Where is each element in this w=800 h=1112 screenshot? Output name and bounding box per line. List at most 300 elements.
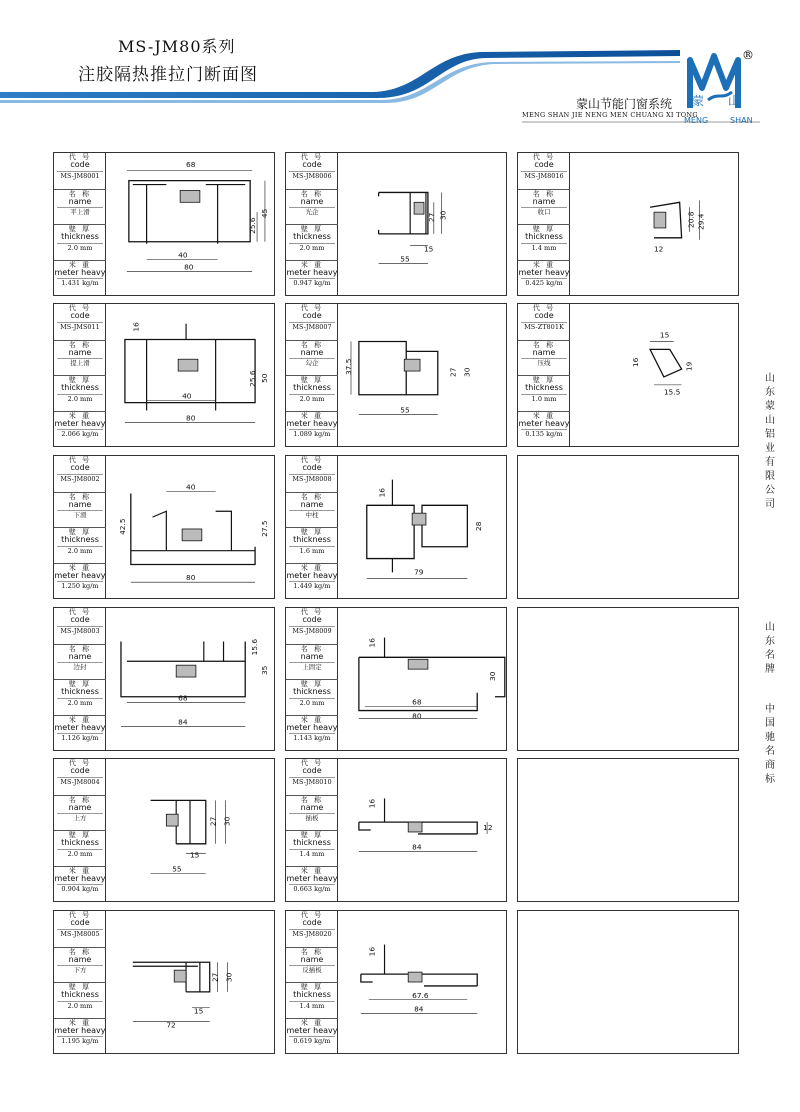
thickness-value: 2.0 mm [299, 698, 325, 707]
profile-section-diagram [338, 153, 506, 295]
side-char: 牌 [765, 664, 775, 675]
logo-text-meng: MENG [684, 116, 709, 125]
dim-label: 15 [659, 330, 670, 340]
weight-label-en: meter heavy [286, 873, 338, 883]
code-block [286, 608, 338, 644]
series-title: MS-JM80系列 [118, 37, 236, 56]
code-label-en: code [70, 311, 90, 321]
dim-label: 84 [178, 717, 188, 727]
profile-info [54, 911, 106, 1053]
thickness-label-cn: 壁 厚 [532, 225, 556, 233]
code-value: MS-JM8002 [60, 474, 100, 483]
dim-label: 40 [182, 391, 192, 401]
code-value: MS-JM8006 [292, 171, 332, 180]
code-value: MS-JM8005 [60, 929, 100, 938]
code-label-en: code [534, 160, 554, 170]
weight-value: 0.904 kg/m [61, 885, 99, 894]
dim-label: 35 [259, 665, 269, 676]
side-text-trademark [764, 703, 776, 787]
name-label-cn: 名 称 [68, 644, 92, 653]
weight-value: 0.663 kg/m [293, 885, 331, 894]
code-value: MS-JM8008 [292, 474, 332, 483]
side-text-company [764, 372, 776, 512]
name-label-cn: 名 称 [68, 947, 92, 956]
dim-label: 37.5 [344, 358, 353, 375]
side-char: 名 [765, 746, 775, 757]
code-block [54, 759, 106, 795]
profile-section-diagram [338, 759, 506, 901]
thickness-label-en: thickness [61, 383, 99, 393]
code-label-cn: 代 号 [300, 304, 324, 312]
name-label-cn: 名 称 [300, 340, 324, 349]
code-value: MS-JM8010 [292, 777, 332, 786]
profile-drawing [338, 153, 506, 295]
weight-value: 1.089 kg/m [293, 430, 331, 439]
thickness-label-en: thickness [61, 990, 99, 1000]
side-char: 蒙 [765, 401, 775, 412]
profile-info [286, 608, 338, 750]
side-char: 东 [765, 387, 775, 398]
weight-label-en: meter heavy [286, 722, 338, 732]
page-header [0, 0, 800, 140]
code-label-cn: 代 号 [300, 608, 324, 616]
profile-drawing [570, 153, 738, 295]
code-label-en: code [302, 918, 322, 928]
profile-cell [53, 455, 275, 599]
name-value: 上固定 [302, 663, 322, 672]
side-char: 有 [765, 457, 775, 468]
logo-text-shan: SHAN [730, 116, 753, 125]
dim-label: 68 [178, 693, 188, 703]
weight-block [286, 411, 338, 447]
code-value: MS-JM8020 [292, 929, 332, 938]
weight-label-en: meter heavy [54, 267, 106, 277]
profile-section-diagram [338, 608, 506, 750]
name-value: 插板 [305, 814, 319, 823]
thickness-label-cn: 壁 厚 [68, 680, 92, 688]
weight-label-cn: 米 重 [68, 411, 92, 420]
side-char: 业 [765, 443, 775, 454]
thickness-value: 1.4 mm [299, 849, 325, 858]
empty-cell [517, 758, 739, 902]
profile-cell [285, 910, 507, 1054]
name-label-cn: 名 称 [532, 340, 556, 349]
dim-label: 30 [222, 816, 232, 827]
profile-section-diagram [106, 608, 274, 750]
dim-label: 12 [483, 823, 493, 832]
name-value: 压线 [537, 359, 551, 368]
code-label-en: code [302, 463, 322, 473]
profile-drawing [338, 759, 506, 901]
weight-block [54, 1018, 106, 1054]
dim-label: 16 [367, 798, 377, 809]
weight-label-cn: 米 重 [300, 411, 324, 420]
dim-label: 84 [412, 842, 422, 852]
weight-block [54, 715, 106, 751]
code-label-en: code [302, 615, 322, 625]
dim-label: 55 [172, 864, 182, 874]
code-block [54, 911, 106, 947]
dim-label: 50 [259, 373, 269, 383]
dim-label: 80 [186, 413, 196, 423]
profile-cell [53, 910, 275, 1054]
weight-value: 1.449 kg/m [293, 582, 331, 591]
dim-label: 16 [367, 946, 377, 957]
code-value: MS-ZT801K [524, 322, 564, 331]
profile-info [286, 153, 338, 295]
thickness-block [54, 679, 106, 715]
code-block [54, 456, 106, 492]
thickness-value: 2.0 mm [67, 849, 93, 858]
profile-drawing [570, 304, 738, 446]
dim-label: 80 [184, 262, 194, 272]
empty-cell [517, 607, 739, 751]
dim-label: 68 [186, 159, 196, 169]
code-block [286, 153, 338, 189]
profile-cell [517, 152, 739, 296]
profile-cell [53, 607, 275, 751]
name-label-en: name [68, 802, 92, 812]
dim-label: 72 [166, 1020, 176, 1030]
dim-label: 12 [654, 244, 664, 254]
dim-label: 30 [487, 671, 497, 681]
side-char: 中 [765, 704, 775, 715]
code-value: MS-JM8004 [60, 777, 100, 786]
profile-section-diagram [106, 911, 274, 1053]
weight-value: 1.250 kg/m [61, 582, 99, 591]
dim-label: 42.5 [117, 518, 127, 535]
profile-drawing [338, 911, 506, 1053]
dim-label: 30 [438, 210, 448, 221]
side-text-brand [764, 621, 776, 677]
name-block [518, 340, 570, 376]
weight-label-en: meter heavy [54, 570, 106, 580]
name-block [286, 189, 338, 225]
dim-label: 80 [186, 573, 196, 583]
profile-drawing [338, 456, 506, 598]
profile-drawing [338, 608, 506, 750]
thickness-label-en: thickness [293, 838, 331, 848]
profile-section-diagram [338, 304, 506, 446]
profile-drawing [106, 456, 274, 598]
weight-value: 0.947 kg/m [293, 279, 331, 288]
weight-block [518, 260, 570, 296]
dim-label: 25.6 [248, 217, 258, 234]
side-char: 铝 [765, 429, 775, 440]
dim-label: 30 [224, 972, 234, 982]
code-label-en: code [70, 766, 90, 776]
dim-label: 67.6 [412, 990, 429, 1000]
thickness-label-cn: 壁 厚 [68, 983, 92, 991]
thickness-label-en: thickness [61, 838, 99, 848]
dim-label: 16 [377, 488, 387, 498]
code-block [518, 304, 570, 340]
name-block [286, 492, 338, 528]
name-block [54, 492, 106, 528]
name-block [54, 644, 106, 680]
code-block [286, 911, 338, 947]
name-block [54, 795, 106, 831]
profile-section-diagram [570, 304, 738, 446]
name-value: 下方 [73, 966, 87, 975]
page-title: 注胶隔热推拉门断面图 [78, 65, 258, 85]
name-value: 平上滑 [70, 208, 90, 217]
thickness-value: 1.4 mm [299, 1001, 325, 1010]
weight-label-en: meter heavy [286, 267, 338, 277]
side-char: 公 [765, 485, 775, 496]
name-block [286, 340, 338, 376]
profile-cell [285, 455, 507, 599]
name-value: 提上滑 [70, 359, 90, 368]
thickness-label-cn: 壁 厚 [300, 680, 324, 688]
side-char: 东 [765, 636, 775, 647]
code-value: MS-JM8016 [524, 171, 564, 180]
weight-label-en: meter heavy [54, 418, 106, 428]
profile-info [54, 304, 106, 446]
weight-label-cn: 米 重 [300, 715, 324, 724]
weight-label-cn: 米 重 [68, 866, 92, 875]
profile-cell [53, 758, 275, 902]
dim-label: 25.6 [248, 370, 258, 387]
code-value: MS-JM8003 [60, 626, 100, 635]
name-value: 下滑 [73, 511, 87, 520]
code-label-en: code [302, 766, 322, 776]
weight-label-en: meter heavy [286, 1025, 338, 1035]
weight-block [54, 563, 106, 599]
name-label-cn: 名 称 [300, 644, 324, 653]
weight-block [286, 715, 338, 751]
thickness-label-cn: 壁 厚 [68, 831, 92, 839]
code-label-cn: 代 号 [300, 456, 324, 464]
dim-label: 27 [210, 972, 220, 982]
name-block [54, 340, 106, 376]
profile-drawing [106, 759, 274, 901]
side-char: 司 [765, 499, 775, 510]
thickness-block [286, 830, 338, 866]
thickness-block [54, 830, 106, 866]
thickness-value: 1.0 mm [531, 394, 557, 403]
profile-cell [285, 607, 507, 751]
dim-label: 68 [412, 697, 422, 707]
thickness-label-en: thickness [61, 232, 99, 242]
weight-value: 1.195 kg/m [61, 1037, 99, 1046]
profile-info [54, 608, 106, 750]
dim-label: 19 [684, 361, 694, 372]
profile-info [518, 153, 570, 295]
profile-info [286, 456, 338, 598]
weight-label-cn: 米 重 [300, 260, 324, 269]
name-label-cn: 名 称 [68, 492, 92, 501]
company-name-en: MENG SHAN JIE NENG MEN CHUANG XI TONG [522, 111, 698, 119]
code-block [54, 153, 106, 189]
name-label-en: name [300, 651, 324, 661]
weight-label-cn: 米 重 [68, 715, 92, 724]
code-label-en: code [70, 463, 90, 473]
dim-label: 16 [631, 357, 641, 368]
profile-cell [285, 152, 507, 296]
dim-label: 27 [426, 212, 436, 223]
code-label-cn: 代 号 [532, 304, 556, 312]
thickness-label-cn: 壁 厚 [532, 376, 556, 384]
code-label-cn: 代 号 [68, 153, 92, 161]
code-label-cn: 代 号 [68, 759, 92, 767]
dim-label: 20.8 [686, 211, 696, 228]
weight-label-cn: 米 重 [300, 1018, 324, 1027]
dim-label: 80 [412, 711, 422, 721]
code-block [54, 608, 106, 644]
name-label-cn: 名 称 [68, 340, 92, 349]
code-label-cn: 代 号 [68, 608, 92, 616]
thickness-block [518, 375, 570, 411]
weight-label-cn: 米 重 [532, 411, 556, 420]
profile-info [286, 304, 338, 446]
profile-section-diagram [338, 456, 506, 598]
name-value: 反插板 [302, 966, 322, 975]
dim-label: 40 [178, 250, 188, 260]
code-label-en: code [70, 615, 90, 625]
dim-label: 27 [448, 367, 458, 377]
weight-value: 0.425 kg/m [525, 279, 563, 288]
weight-label-en: meter heavy [518, 267, 570, 277]
dim-label: 29.4 [696, 213, 706, 230]
thickness-label-cn: 壁 厚 [68, 376, 92, 384]
name-value: 上方 [73, 814, 87, 823]
thickness-block [286, 679, 338, 715]
code-label-cn: 代 号 [68, 304, 92, 312]
profile-section-diagram [106, 456, 274, 598]
name-block [286, 947, 338, 983]
side-char: 标 [765, 774, 775, 785]
code-label-en: code [302, 311, 322, 321]
dim-label: 30 [462, 367, 472, 377]
thickness-value: 2.0 mm [67, 698, 93, 707]
dim-label: 15 [190, 850, 200, 860]
dim-label: 40 [186, 482, 196, 492]
code-label-cn: 代 号 [300, 153, 324, 161]
thickness-value: 2.0 mm [67, 394, 93, 403]
code-value: MS-JM8007 [292, 322, 332, 331]
profile-drawing [106, 153, 274, 295]
weight-label-en: meter heavy [286, 418, 338, 428]
name-label-cn: 名 称 [532, 189, 556, 198]
dim-label: 79 [414, 567, 424, 577]
thickness-label-en: thickness [293, 535, 331, 545]
dim-label: 27 [208, 816, 218, 827]
profile-cell [517, 303, 739, 447]
dim-label: 45 [259, 208, 269, 219]
code-label-cn: 代 号 [68, 911, 92, 919]
profile-cell [53, 303, 275, 447]
code-value: MS-JM8009 [292, 626, 332, 635]
weight-value: 2.066 kg/m [61, 430, 99, 439]
thickness-label-en: thickness [293, 383, 331, 393]
name-block [286, 644, 338, 680]
code-label-cn: 代 号 [300, 911, 324, 919]
thickness-value: 2.0 mm [67, 1001, 93, 1010]
dim-label: 15.6 [250, 638, 260, 656]
code-value: MS-JM8001 [60, 171, 100, 180]
name-label-cn: 名 称 [300, 189, 324, 198]
thickness-value: 1.4 mm [531, 243, 557, 252]
profile-info [518, 304, 570, 446]
weight-label-cn: 米 重 [300, 563, 324, 572]
side-char: 驰 [765, 732, 775, 743]
weight-value: 1.143 kg/m [293, 734, 331, 743]
name-value: 边封 [73, 663, 87, 672]
dim-label: 15.5 [663, 387, 681, 397]
profile-drawing [106, 304, 274, 446]
profile-section-diagram [106, 153, 274, 295]
code-block [518, 153, 570, 189]
company-name-cn: 蒙山节能门窗系统 [576, 97, 673, 111]
code-label-cn: 代 号 [68, 456, 92, 464]
side-char: 限 [765, 471, 775, 482]
name-block [518, 189, 570, 225]
thickness-block [518, 224, 570, 260]
name-label-cn: 名 称 [300, 947, 324, 956]
profile-cell [285, 303, 507, 447]
profile-section-diagram [338, 911, 506, 1053]
dim-label: 27.5 [259, 520, 269, 537]
empty-cell [517, 910, 739, 1054]
thickness-value: 2.0 mm [67, 243, 93, 252]
thickness-label-en: thickness [525, 232, 563, 242]
thickness-block [286, 375, 338, 411]
thickness-label-en: thickness [293, 232, 331, 242]
side-char: 名 [765, 650, 775, 661]
thickness-value: 2.0 mm [299, 243, 325, 252]
profile-drawing [106, 608, 274, 750]
profile-info [286, 759, 338, 901]
name-block [54, 947, 106, 983]
thickness-block [54, 527, 106, 563]
code-label-cn: 代 号 [300, 759, 324, 767]
thickness-block [286, 224, 338, 260]
weight-block [286, 563, 338, 599]
side-char: 山 [765, 373, 775, 384]
thickness-block [54, 224, 106, 260]
logo-glyph-shan: 山 [728, 94, 741, 108]
name-label-cn: 名 称 [300, 492, 324, 501]
code-block [286, 304, 338, 340]
thickness-label-en: thickness [61, 535, 99, 545]
weight-label-cn: 米 重 [68, 260, 92, 269]
name-label-en: name [68, 196, 92, 206]
name-value: 光企 [305, 208, 319, 217]
name-label-en: name [68, 954, 92, 964]
name-label-en: name [68, 347, 92, 357]
name-label-cn: 名 称 [68, 795, 92, 804]
profile-info [54, 153, 106, 295]
profile-section-diagram [570, 153, 738, 295]
name-label-en: name [532, 347, 556, 357]
dim-label: 28 [474, 521, 484, 531]
code-block [286, 759, 338, 795]
side-char: 国 [765, 718, 775, 729]
thickness-label-cn: 壁 厚 [68, 225, 92, 233]
weight-label-cn: 米 重 [68, 1018, 92, 1027]
thickness-block [286, 982, 338, 1018]
thickness-value: 2.0 mm [67, 546, 93, 555]
profile-section-diagram [106, 759, 274, 901]
side-char: 山 [765, 622, 775, 633]
weight-label-cn: 米 重 [300, 866, 324, 875]
code-label-en: code [302, 160, 322, 170]
dim-label: 16 [131, 322, 141, 332]
name-label-cn: 名 称 [300, 795, 324, 804]
name-label-en: name [300, 954, 324, 964]
name-label-en: name [300, 347, 324, 357]
